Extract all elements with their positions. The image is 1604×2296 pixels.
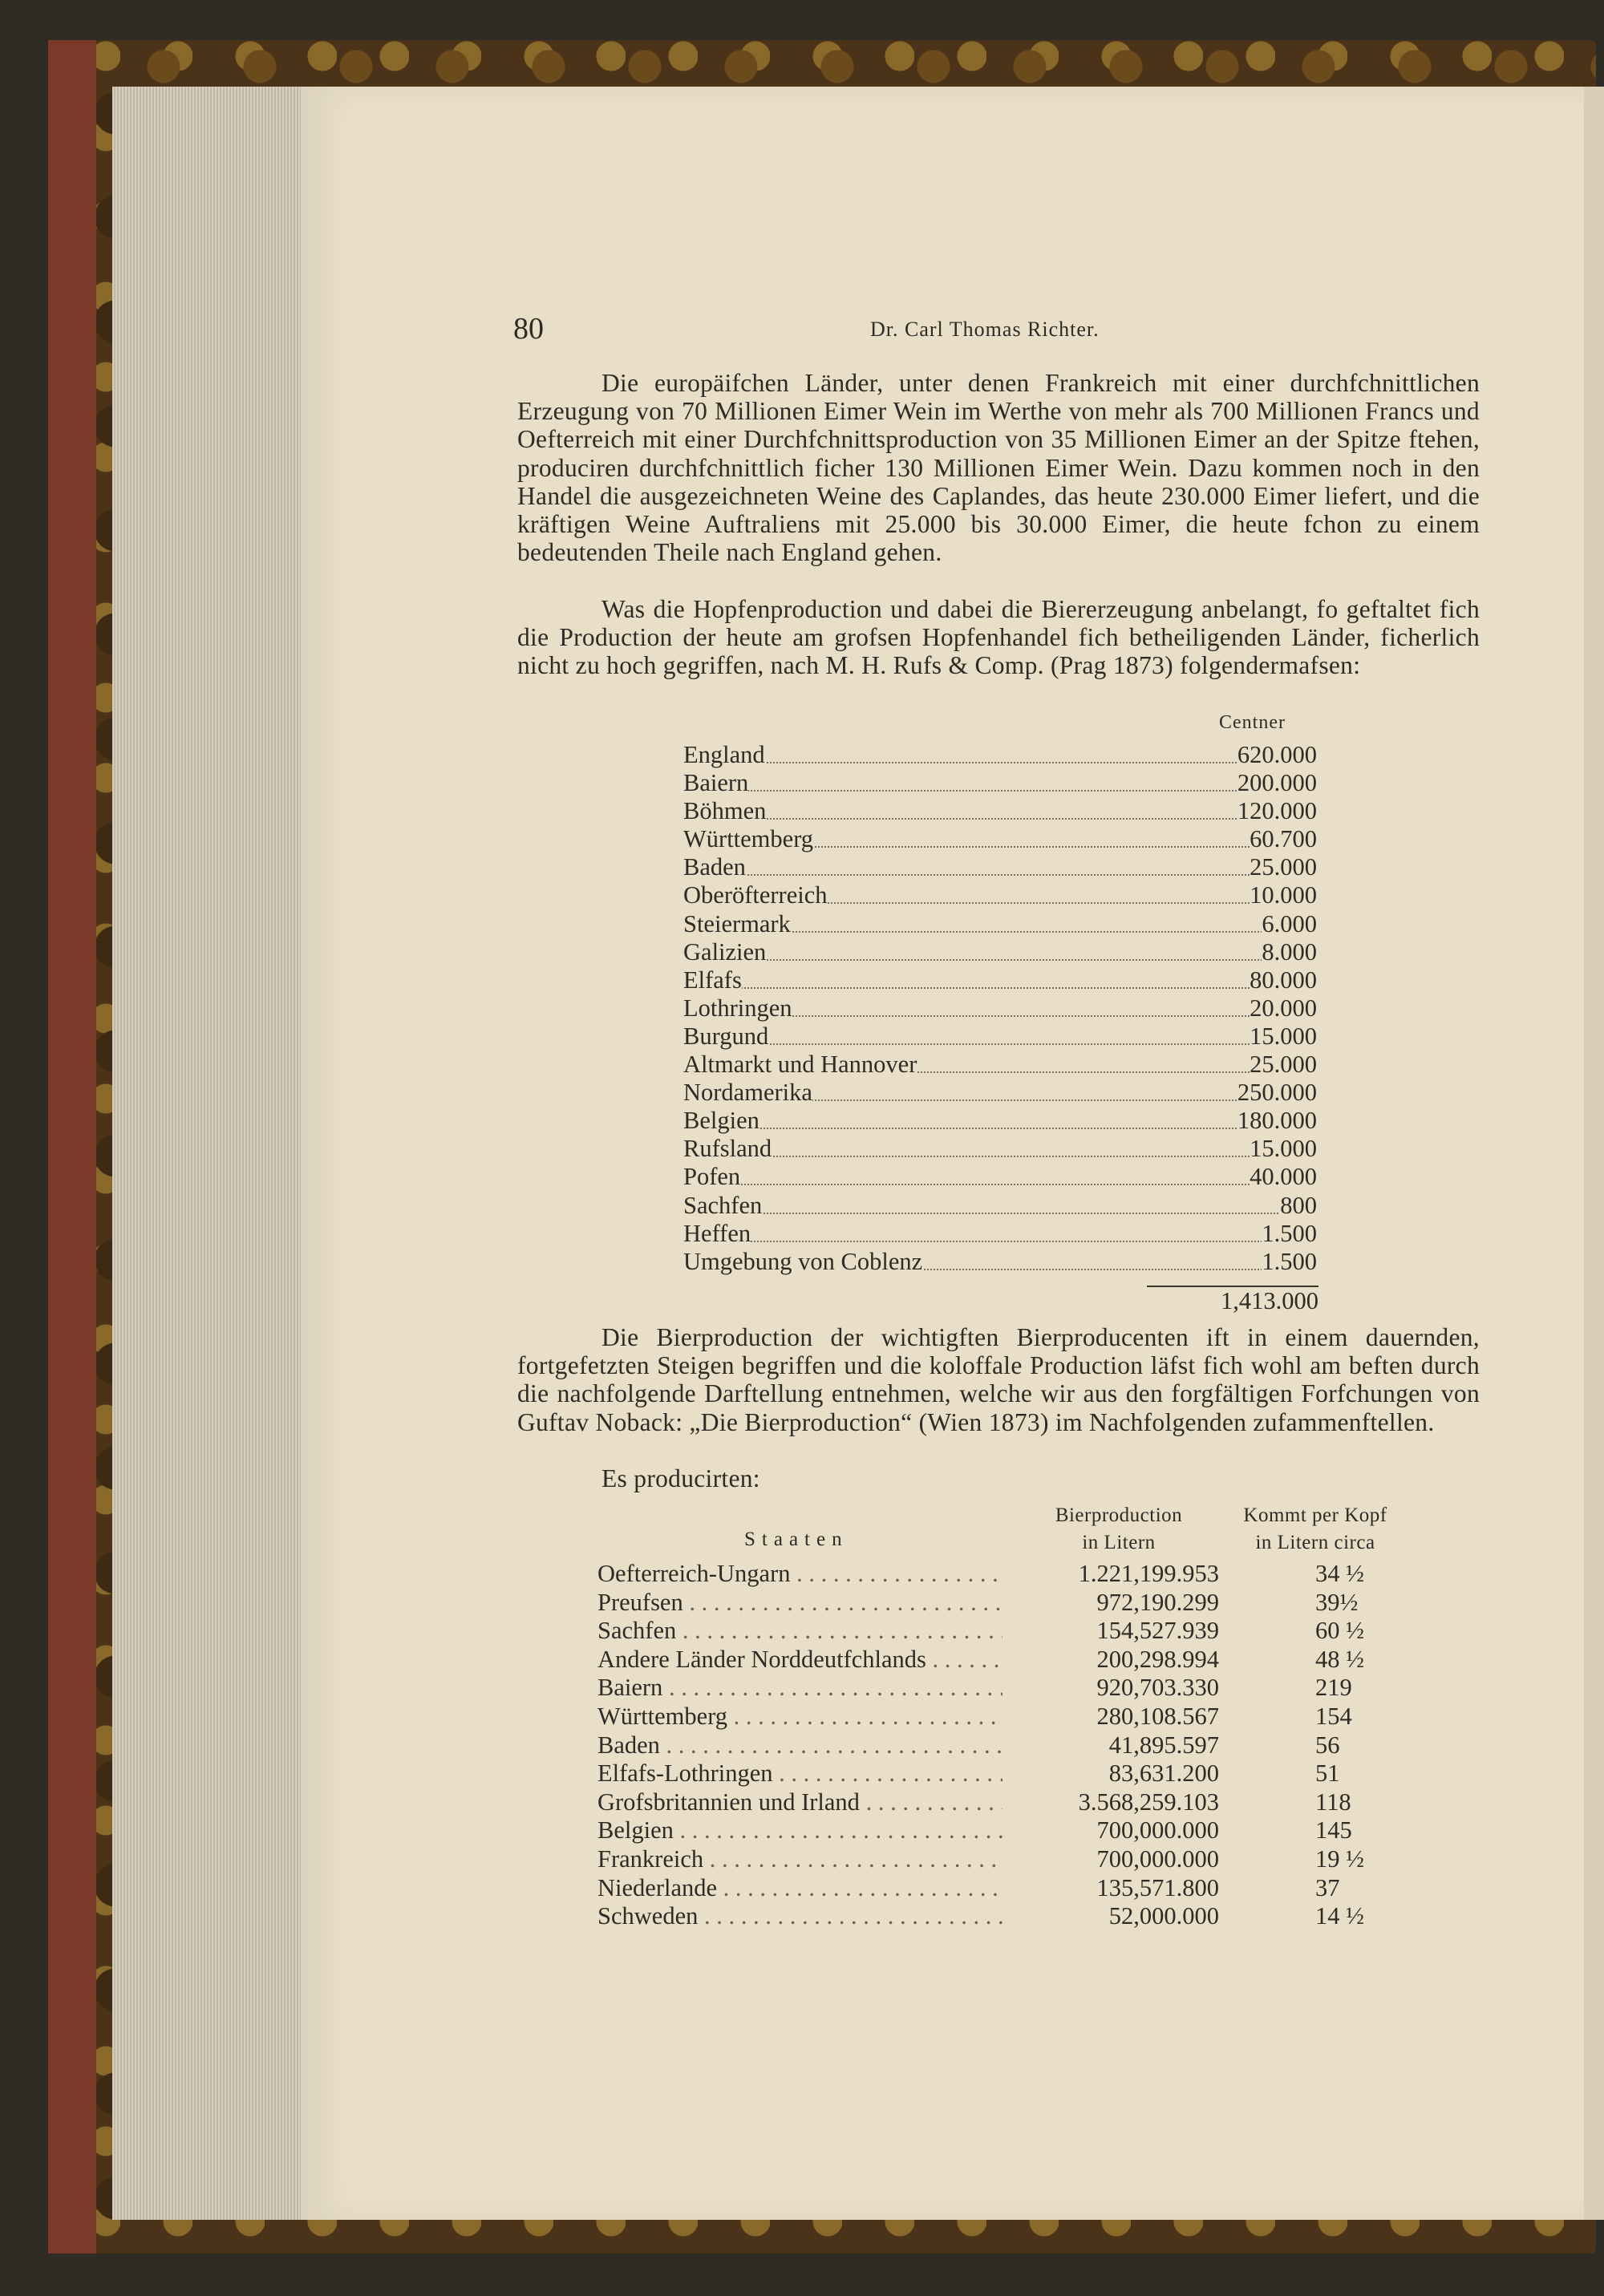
page-number: 80 <box>513 312 544 346</box>
hop-country: Rufsland <box>683 1135 772 1163</box>
hop-value: 620.000 <box>1237 741 1317 768</box>
beer-state: Niederlande . . . <box>597 1874 1003 1902</box>
hop-value: 40.000 <box>1250 1163 1317 1191</box>
beer-per-capita: 34 ½ <box>1315 1560 1364 1587</box>
page-gutter <box>1584 87 1604 2220</box>
beer-per-capita: 56 <box>1315 1731 1340 1759</box>
dot-leader <box>683 797 1317 820</box>
beer-state: Baden . . . <box>597 1731 1003 1759</box>
beer-table-production-header: Bierproduction in Litern <box>1055 1504 1183 1553</box>
hop-table-unit-header: Centner <box>1219 712 1286 733</box>
beer-production: 52,000.000 <box>1108 1902 1219 1930</box>
beer-production: 200,298.994 <box>1096 1645 1219 1673</box>
hop-table-row <box>683 1192 1317 1220</box>
beer-production: 280,108.567 <box>1096 1702 1219 1730</box>
beer-per-capita: 48 ½ <box>1315 1645 1364 1673</box>
beer-state: Oefterreich-Ungarn . . . <box>597 1560 1003 1588</box>
dot-leader <box>683 966 1317 989</box>
running-head: Dr. Carl Thomas Richter. <box>870 318 1100 341</box>
hop-table-row <box>683 910 1317 938</box>
hop-country: Lothringen <box>683 994 792 1022</box>
paragraph-producirten <box>517 1464 1480 1492</box>
beer-production: 972,190.299 <box>1096 1588 1219 1616</box>
beer-production-table <box>597 1560 1399 1931</box>
beer-table-row <box>597 1845 1399 1874</box>
hop-value: 60.700 <box>1250 825 1317 853</box>
beer-state: Württemberg . . . <box>597 1703 1003 1731</box>
hop-table-row <box>683 1220 1317 1248</box>
hop-table-row <box>683 797 1317 825</box>
beer-production: 700,000.000 <box>1096 1816 1219 1844</box>
dot-leader <box>683 1107 1317 1129</box>
beer-table-row <box>597 1731 1399 1760</box>
dot-leader <box>683 1135 1317 1157</box>
hop-value: 10.000 <box>1250 881 1317 909</box>
beer-table-row <box>597 1589 1399 1618</box>
beer-per-capita: 145 <box>1315 1816 1352 1844</box>
beer-table-row <box>597 1560 1399 1589</box>
beer-per-capita: 51 <box>1315 1759 1340 1788</box>
hop-table-total: 1,413.000 <box>1221 1287 1318 1314</box>
hop-country: Nordamerika <box>683 1079 812 1107</box>
paragraph-beer <box>517 1323 1480 1436</box>
dot-leader <box>683 741 1317 763</box>
hop-country: Galizien <box>683 937 767 966</box>
beer-state: Andere Länder Norddeutfchlands . . . <box>597 1646 1003 1674</box>
hop-table-row <box>683 881 1317 909</box>
beer-production: 1.221,199.953 <box>1078 1560 1219 1587</box>
beer-table-row <box>597 1617 1399 1646</box>
hop-value: 120.000 <box>1237 797 1317 825</box>
beer-table-row <box>597 1788 1399 1817</box>
paragraph-hops-text: Was die Hopfenproduction und dabei die Biererzeugung anbelangt, fo geftaltet fich die Production der heute am grofsen Hopfenhandel fich betheiligenden Länder, ficherlich nicht zu hoch gegriffen, nach M. H. Rufs & Comp. (Prag 1873) folgendermafsen: <box>517 595 1480 680</box>
hop-value: 250.000 <box>1237 1079 1317 1107</box>
dot-leader <box>683 1192 1317 1214</box>
beer-table-row <box>597 1646 1399 1674</box>
beer-per-capita: 39½ <box>1315 1588 1359 1616</box>
hop-value: 20.000 <box>1250 994 1317 1022</box>
hop-country: Altmarkt und Hannover <box>683 1051 917 1079</box>
beer-production: 135,571.800 <box>1096 1873 1219 1901</box>
hop-country: Heffen <box>683 1219 751 1247</box>
hop-country: Elfafs <box>683 966 742 994</box>
dot-leader <box>683 1163 1317 1185</box>
beer-table-per-capita-header: Kommt per Kopf in Litern circa <box>1243 1504 1387 1553</box>
hop-value: 180.000 <box>1237 1107 1317 1135</box>
beer-production: 920,703.330 <box>1096 1674 1219 1702</box>
paragraph-wine-text: Die europäifchen Länder, unter denen Frankreich mit einer durchfchnittlichen Erzeugung von 70 Millionen Eimer Wein im Werthe von mehr als 700 Millionen Francs und Oefterreich mit einer Durchfchnittsproduction von 35 Millionen Eimer an der Spitze ftehen, produciren durchfchnittlich ficher 130 Millionen Eimer Wein. Dazu kommen noch in den Handel die ausgezeichneten Weine des Caplandes, das heute 230.000 Eimer liefert, und die kräftigen Weine Auftraliens mit 25.000 bis 30.000 Eimer, die heute fchon zu einem bedeutenden Theile nach England gehen. <box>517 369 1480 567</box>
book-spine <box>48 40 96 2253</box>
beer-state: Belgien . . . <box>597 1816 1003 1844</box>
beer-table-state-header: Staaten <box>744 1529 849 1550</box>
hop-table-row <box>683 938 1317 966</box>
beer-per-capita: 118 <box>1315 1788 1351 1816</box>
hop-country: Umgebung von Coblenz <box>683 1247 923 1275</box>
beer-state: Preufsen . . . <box>597 1589 1003 1617</box>
hop-value: 80.000 <box>1250 966 1317 994</box>
beer-production: 83,631.200 <box>1108 1759 1219 1788</box>
hop-table-row <box>683 853 1317 881</box>
beer-table-row <box>597 1902 1399 1931</box>
hop-table-row <box>683 1079 1317 1107</box>
hop-value: 25.000 <box>1250 853 1317 881</box>
dot-leader <box>683 1022 1317 1045</box>
hop-country: Sachfen <box>683 1191 763 1219</box>
beer-state: Frankreich . . . <box>597 1845 1003 1873</box>
dot-leader <box>683 1220 1317 1242</box>
hop-production-table <box>683 741 1317 1276</box>
hop-table-row <box>683 966 1317 994</box>
hop-country: Oberöfterreich <box>683 881 828 909</box>
page-edges <box>112 87 301 2220</box>
beer-production: 700,000.000 <box>1096 1844 1219 1873</box>
hop-value: 6.000 <box>1262 909 1317 937</box>
hop-value: 200.000 <box>1237 769 1317 797</box>
dot-leader <box>683 853 1317 876</box>
page-header <box>513 311 1476 346</box>
hop-country: Böhmen <box>683 797 767 825</box>
hop-value: 25.000 <box>1250 1051 1317 1079</box>
hop-table-row <box>683 825 1317 853</box>
hop-value: 800 <box>1280 1191 1317 1219</box>
hop-country: Steiermark <box>683 909 791 937</box>
paragraph-hops <box>517 595 1480 680</box>
beer-state: Elfafs-Lothringen . . . <box>597 1759 1003 1788</box>
paragraph-beer-text: Die Bierproduction der wichtigften Bierproducenten ift in einem dauernden, fortgefetzten Steigen begriffen und die koloffale Production läfst fich wohl am beften durch die nachfolgende Darftellung entnehmen, welche wir aus den forgfältigen Forfchungen von Guftav Noback: „Die Bierproduction“ (Wien 1873) im Nachfolgenden zufammenftellen. <box>517 1323 1480 1436</box>
hop-country: Baden <box>683 853 746 881</box>
hop-table-row <box>683 1107 1317 1135</box>
hop-value: 15.000 <box>1250 1135 1317 1163</box>
beer-state: Schweden . . . <box>597 1902 1003 1930</box>
hop-table-row <box>683 1163 1317 1191</box>
beer-per-capita: 37 <box>1315 1873 1340 1901</box>
beer-per-capita: 154 <box>1315 1702 1352 1730</box>
hop-table-row <box>683 1135 1317 1163</box>
hop-table-row <box>683 1051 1317 1079</box>
beer-per-capita: 19 ½ <box>1315 1844 1364 1873</box>
beer-table-row <box>597 1874 1399 1903</box>
hop-country: Belgien <box>683 1107 759 1135</box>
hop-country: Württemberg <box>683 825 814 853</box>
hop-country: England <box>683 741 765 768</box>
hop-table-row <box>683 741 1317 769</box>
beer-per-capita: 60 ½ <box>1315 1617 1364 1645</box>
hop-value: 1.500 <box>1262 1247 1317 1275</box>
beer-table-row <box>597 1759 1399 1788</box>
beer-table-row <box>597 1703 1399 1731</box>
beer-production: 154,527.939 <box>1096 1617 1219 1645</box>
beer-production: 3.568,259.103 <box>1078 1788 1219 1816</box>
paragraph-producirten-text: Es producirten: <box>602 1464 760 1492</box>
hop-table-row <box>683 1022 1317 1051</box>
hop-country: Baiern <box>683 769 749 797</box>
beer-table-row <box>597 1674 1399 1703</box>
hop-country: Burgund <box>683 1022 769 1050</box>
paragraph-wine <box>517 369 1480 566</box>
hop-table-row <box>683 769 1317 797</box>
beer-per-capita: 219 <box>1315 1674 1352 1702</box>
beer-table-row <box>597 1816 1399 1845</box>
hop-value: 1.500 <box>1262 1219 1317 1247</box>
dot-leader <box>683 938 1317 961</box>
hop-value: 8.000 <box>1262 937 1317 966</box>
dot-leader <box>683 769 1317 792</box>
beer-state: Sachfen . . . <box>597 1617 1003 1645</box>
beer-state: Baiern . . . <box>597 1674 1003 1702</box>
beer-state: Grofsbritannien und Irland . . . <box>597 1788 1003 1816</box>
beer-per-capita: 14 ½ <box>1315 1902 1364 1930</box>
beer-production: 41,895.597 <box>1108 1731 1219 1759</box>
hop-table-row <box>683 1248 1317 1276</box>
hop-value: 15.000 <box>1250 1022 1317 1050</box>
hop-table-row <box>683 994 1317 1022</box>
hop-country: Pofen <box>683 1163 741 1191</box>
